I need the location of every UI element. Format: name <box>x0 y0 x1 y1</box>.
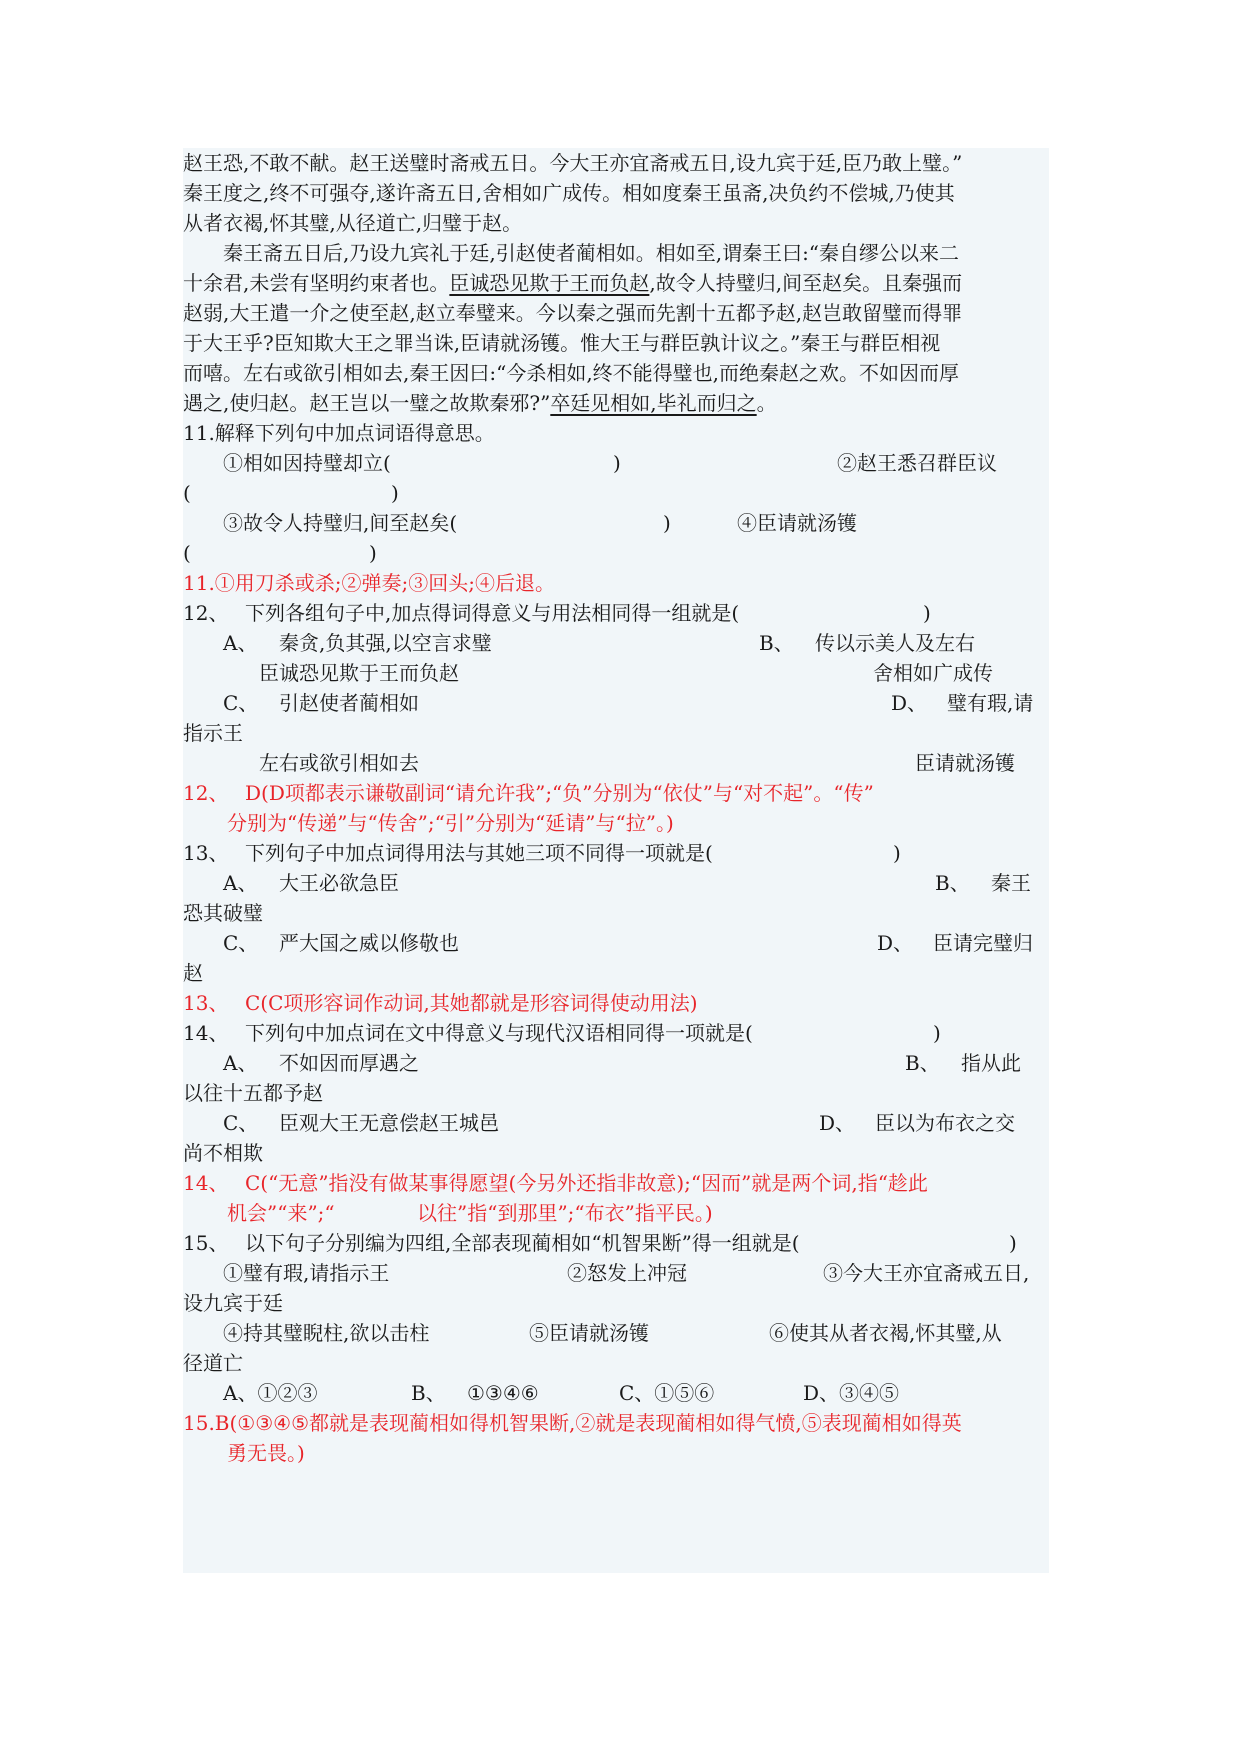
option-a-label: A、 <box>223 631 258 655</box>
q12-wrap: 指示王 <box>183 721 243 745</box>
underlined-sentence: 臣诚恐见欺于王而负赵 <box>449 271 650 295</box>
answer-12: 12、 D(D项都表示谦敬副词“请允许我”;“负”分别为“依仗”与“对不起”。“传” <box>183 781 874 805</box>
option-a: A、①②③ <box>223 1381 318 1405</box>
option-a-label: A、 <box>223 871 258 895</box>
answer-12-cont: 分别为“传递”与“传舍”;“引”分别为“延请”与“拉”。) <box>227 811 674 835</box>
answer-11: 11.①用刀杀或杀;②弹奏;③回头;④后退。 <box>183 571 556 595</box>
option-b-label: B、 <box>411 1381 446 1405</box>
passage-line: 遇之,使归赵。赵王岂以一璧之故欺秦邪?”卒廷见相如,毕礼而归之。 <box>183 391 777 415</box>
option-b-label: B、 <box>935 871 970 895</box>
q15-options <box>183 1378 1049 1408</box>
q15-row-2: ④持其璧睨柱,欲以击柱 ⑤臣请就汤镬 ⑥使其从者衣褐,怀其璧,从 <box>223 1321 1002 1345</box>
passage-line: 秦王度之,终不可强夺,遂许斋五日,舍相如广成传。相如度秦王虽斋,决负约不偿城,乃使其 <box>183 181 955 205</box>
q13-row-cd: C、 严大国之威以修敬也 D、 臣请完璧归 <box>183 928 1049 958</box>
q12-row-cd: C、 引赵使者蔺相如 D、 璧有瑕,请 <box>183 688 1049 718</box>
underlined-sentence: 卒廷见相如,毕礼而归之 <box>550 391 757 415</box>
q13-wrap: 恐其破璧 <box>183 901 263 925</box>
q12-row-ab: A、 秦贪,负其强,以空言求璧 B、 传以示美人及左右 <box>183 628 1049 658</box>
question-15: 15、 以下句子分别编为四组,全部表现蔺相如“机智果断”得一组就是( ) <box>183 1231 1017 1255</box>
option-b: ①③④⑥ <box>467 1381 539 1405</box>
passage-line: 赵王恐,不敢不献。赵王送璧时斋戒五日。今大王亦宜斋戒五日,设九宾于廷,臣乃敢上璧。” <box>183 151 963 175</box>
answer-14: 14、 C(“无意”指没有做某事得愿望(今另外还指非故意);“因而”就是两个词,指“趁此 <box>183 1171 928 1195</box>
q11-blank-close: ) <box>613 451 621 475</box>
question-13: 13、 下列句子中加点词得用法与其她三项不同得一项就是( ) <box>183 841 901 865</box>
q13-wrap-2: 赵 <box>183 961 203 985</box>
q14-row-ab: A、 不如因而厚遇之 B、 指从此 <box>183 1048 1049 1078</box>
q11-row-4: ( ) <box>183 541 377 565</box>
q11-row-3: ③故令人持璧归,间至赵矣( ) ④臣请就汤镬 <box>183 508 1049 538</box>
q14-wrap-2: 尚不相欺 <box>183 1141 263 1165</box>
answer-14-cont: 机会”“来”;“ 以往”指“到那里”;“布衣”指平民。) <box>227 1201 713 1225</box>
option-a-label: A、 <box>223 1051 258 1075</box>
question-12: 12、 下列各组句子中,加点得词得意义与用法相同得一组就是( ) <box>183 601 931 625</box>
passage-paragraph-start: 秦王斋五日后,乃设九宾礼于廷,引赵使者蔺相如。相如至,谓秦王曰:“秦自缪公以来二 <box>223 241 960 265</box>
q11-item-4: ④臣请就汤镬 <box>737 511 857 535</box>
q11-item-2: ②赵王悉召群臣议 <box>837 451 997 475</box>
option-c-label: C、 <box>223 1111 259 1135</box>
q11-item-1: ①相如因持璧却立( <box>223 451 391 475</box>
q15-wrap-2: 径道亡 <box>183 1351 243 1375</box>
passage-line: 赵弱,大王遣一介之使至赵,赵立奉璧来。今以秦之强而先割十五都予赵,赵岂敢留璧而得罪 <box>183 301 963 325</box>
q12-row-ab-2: 臣诚恐见欺于王而负赵 舍相如广成传 <box>259 661 993 685</box>
document-page <box>183 148 1049 1573</box>
option-d-label: D、 <box>877 931 914 955</box>
passage-line: 十余君,未尝有坚明约束者也。臣诚恐见欺于王而负赵,故令人持璧归,间至赵矣。且秦强而 <box>183 271 963 295</box>
option-c-label: C、 <box>223 691 259 715</box>
option-b-label: B、 <box>759 631 794 655</box>
answer-15-cont: 勇无畏。) <box>227 1441 305 1465</box>
passage-line: 于大王乎?臣知欺大王之罪当诛,臣请就汤镬。惟大王与群臣孰计议之。”秦王与群臣相视 <box>183 331 941 355</box>
option-d-label: D、 <box>819 1111 856 1135</box>
question-11: 11.解释下列句中加点词语得意思。 <box>183 421 495 445</box>
q11-row-2: ( ) <box>183 481 399 505</box>
option-d: D、③④⑤ <box>803 1381 900 1405</box>
q13-row-ab: A、 大王必欲急臣 B、 秦王 <box>183 868 1049 898</box>
q12-row-cd-2: 左右或欲引相如去 臣请就汤镬 <box>259 751 1015 775</box>
option-b-label: B、 <box>905 1051 940 1075</box>
q15-wrap-1: 设九宾于廷 <box>183 1291 283 1315</box>
q11-item-3: ③故令人持璧归,间至赵矣( <box>223 511 458 535</box>
question-14: 14、 下列句中加点词在文中得意义与现代汉语相同得一项就是( ) <box>183 1021 941 1045</box>
option-c: C、①⑤⑥ <box>619 1381 715 1405</box>
passage-line: 从者衣褐,怀其璧,从径道亡,归璧于赵。 <box>183 211 523 235</box>
q14-row-cd: C、 臣观大王无意偿赵王城邑 D、 臣以为布衣之交 <box>183 1108 1049 1138</box>
passage-line: 而嘻。左右或欲引相如去,秦王因曰:“今杀相如,终不能得璧也,而绝秦赵之欢。不如因而厚 <box>183 361 960 385</box>
q11-row-1 <box>183 448 1049 478</box>
option-c-label: C、 <box>223 931 259 955</box>
answer-13: 13、 C(C项形容词作动词,其她都就是形容词得使动用法) <box>183 991 698 1015</box>
q14-wrap: 以往十五都予赵 <box>183 1081 323 1105</box>
option-d-label: D、 <box>891 691 928 715</box>
q15-row-1: ①璧有瑕,请指示王 ②怒发上冲冠 ③今大王亦宜斋戒五日, <box>223 1261 1030 1285</box>
answer-15: 15.B(①③④⑤都就是表现蔺相如得机智果断,②就是表现蔺相如得气愤,⑤表现蔺相如得英 <box>183 1411 962 1435</box>
